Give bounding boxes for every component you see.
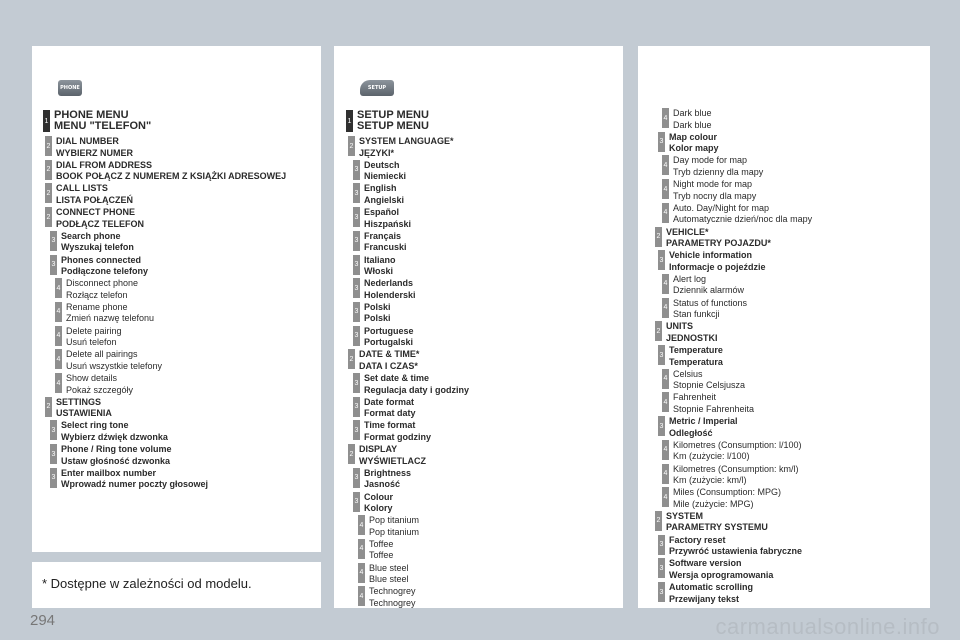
menu-entry [358, 586, 416, 609]
menu-entry-label: Vehicle information [669, 250, 753, 261]
menu-entry [353, 326, 414, 349]
menu-level-badge: 2 [655, 321, 662, 341]
menu-entry-label: Fahrenheit [673, 392, 717, 403]
menu-entry-label: Kilometres (Consumption: l/100) [673, 439, 802, 450]
menu-entry-text [669, 416, 738, 439]
menu-entry-text [364, 397, 416, 420]
menu-entry-translation: Dark blue [673, 119, 712, 130]
menu-entry-label: Date format [364, 396, 415, 407]
menu-entry-translation: Przywróć ustawienia fabryczne [669, 546, 803, 557]
menu-entry-translation: Temperatura [669, 356, 723, 367]
menu-entry-text [673, 274, 744, 297]
menu-entry [662, 369, 745, 392]
menu-entry-label: Español [364, 207, 400, 218]
menu-entry-translation: Toffee [369, 550, 394, 561]
watermark: carmanualsonline.info [715, 614, 940, 639]
menu-entry-text [364, 468, 411, 491]
menu-entry-label: Factory reset [669, 534, 726, 545]
menu-entry [50, 255, 148, 278]
menu-entry [45, 397, 112, 420]
menu-entry-translation: PARAMETRY SYSTEMU [666, 522, 768, 533]
menu-entry [658, 416, 738, 439]
menu-level-badge: 4 [662, 108, 669, 128]
menu-entry-translation: SETUP MENU [357, 120, 429, 132]
menu-entry-label: UNITS [666, 321, 693, 332]
menu-entry-translation: MENU "TELEFON" [54, 120, 152, 132]
menu-level-badge: 4 [55, 373, 62, 393]
menu-entry-text [359, 349, 419, 372]
menu-level-badge: 4 [662, 203, 669, 223]
menu-entry [662, 487, 781, 510]
menu-entry [662, 203, 812, 226]
menu-entry [658, 535, 802, 558]
menu-entry-label: Alert log [673, 273, 707, 284]
menu-entry-text [673, 464, 799, 487]
menu-entry-translation: Francuski [364, 242, 407, 253]
menu-entry [658, 345, 723, 368]
menu-entry-text [364, 302, 391, 325]
menu-entry-text [56, 397, 112, 420]
menu-entry [55, 302, 154, 325]
menu-level-badge: 4 [662, 440, 669, 460]
menu-level-badge: 3 [353, 397, 360, 417]
menu-entry-label: Search phone [61, 230, 121, 241]
menu-entry-text [364, 160, 406, 183]
menu-entry-text [66, 373, 133, 396]
menu-entry-translation: Mile (zużycie: MPG) [673, 498, 754, 509]
menu-entry-text [369, 539, 393, 562]
menu-entry-translation: Informacje o pojeździe [669, 261, 766, 272]
menu-level-badge: 3 [353, 420, 360, 440]
menu-entry-text [66, 326, 122, 349]
menu-entry-translation: Stan funkcji [673, 309, 720, 320]
menu-entry-label: Dark blue [673, 108, 712, 118]
menu-entry [55, 278, 138, 301]
menu-level-badge: 4 [662, 487, 669, 507]
menu-level-badge: 3 [658, 250, 665, 270]
menu-entry-translation: Stopnie Fahrenheita [673, 403, 755, 414]
menu-entry-label: Phones connected [61, 254, 142, 265]
menu-entry-label: Delete pairing [66, 325, 122, 336]
menu-entry [353, 255, 396, 278]
menu-entry-text [364, 255, 396, 278]
menu-entry-label: Enter mailbox number [61, 467, 157, 478]
menu-level-badge: 3 [353, 492, 360, 512]
menu-entry-translation: Pop titanium [369, 526, 420, 537]
menu-entry-translation: Km (zużycie: km/l) [673, 475, 747, 485]
menu-entry-translation: WYBIERZ NUMER [56, 147, 133, 158]
menu-entry-text [666, 511, 768, 534]
menu-level-badge: 3 [50, 444, 57, 464]
menu-level-badge: 3 [50, 255, 57, 275]
menu-entry-text [61, 468, 208, 491]
menu-entry-label: Auto. Day/Night for map [673, 202, 770, 213]
footnote: * Dostępne w zależności od modelu. [42, 576, 252, 591]
menu-level-badge: 3 [353, 302, 360, 322]
menu-entry-text [61, 231, 134, 254]
menu-entry [346, 110, 429, 132]
menu-level-badge: 4 [55, 302, 62, 322]
menu-entry-text [359, 136, 454, 159]
menu-entry-text [669, 558, 773, 581]
menu-entry-label: CONNECT PHONE [56, 207, 136, 218]
menu-level-badge: 4 [358, 515, 365, 535]
menu-entry-text [666, 321, 718, 344]
menu-entry-label: Disconnect phone [66, 278, 139, 289]
menu-entry-translation: USTAWIENIA [56, 408, 112, 419]
menu-entry-translation: Podłączone telefony [61, 266, 149, 276]
menu-entry-translation: DATA I CZAS* [359, 360, 418, 371]
menu-entry-text [61, 420, 168, 443]
menu-level-badge: 3 [353, 278, 360, 298]
menu-entry-translation: BOOK POŁĄCZ Z NUMEREM Z KSIĄŻKI ADRESOWEJ [56, 171, 287, 182]
menu-entry-text [673, 298, 747, 321]
menu-entry [655, 511, 768, 534]
menu-level-badge: 2 [45, 207, 52, 227]
menu-entry-text [673, 179, 756, 202]
menu-entry-label: VEHICLE* [666, 226, 709, 237]
menu-entry-label: Rename phone [66, 301, 128, 312]
menu-entry-translation: WYŚWIETLACZ [359, 455, 426, 466]
menu-level-badge: 4 [358, 586, 365, 606]
menu-entry-text [364, 373, 469, 396]
menu-entry-translation: PODŁĄCZ TELEFON [56, 218, 144, 229]
menu-entry-label: DATE & TIME* [359, 349, 420, 360]
menu-entry [658, 558, 773, 581]
menu-entry-label: Miles (Consumption: MPG) [673, 487, 782, 498]
menu-level-badge: 3 [353, 231, 360, 251]
menu-entry [662, 274, 744, 297]
menu-entry-text [54, 110, 151, 132]
menu-entry-text [673, 487, 781, 510]
menu-entry-translation: Zmień nazwę telefonu [66, 313, 155, 324]
menu-entry-label: Brightness [364, 467, 412, 478]
menu-entry-text [673, 155, 763, 178]
menu-level-badge: 3 [353, 183, 360, 203]
menu-entry [348, 349, 419, 372]
menu-entry-translation: JEDNOSTKI [666, 332, 718, 343]
menu-entry-text [364, 326, 414, 349]
menu-level-badge: 4 [662, 369, 669, 389]
menu-level-badge: 3 [658, 416, 665, 436]
menu-entry-translation: PARAMETRY POJAZDU* [666, 238, 771, 248]
menu-level-badge: 4 [55, 349, 62, 369]
menu-entry-translation: Wersja oprogramowania [669, 569, 774, 580]
menu-level-badge: 4 [662, 464, 669, 484]
menu-level-badge: 1 [346, 110, 353, 132]
menu-level-badge: 3 [353, 468, 360, 488]
menu-entry-text [66, 278, 138, 301]
menu-entry-translation: LISTA POŁĄCZEŃ [56, 194, 133, 205]
menu-entry-translation: Portugalski [364, 337, 414, 348]
menu-entry-translation: Automatycznie dzień/noc dla mapy [673, 214, 813, 225]
menu-entry-translation: Usuń wszystkie telefony [66, 360, 163, 371]
menu-entry [655, 227, 771, 250]
menu-entry-label: Polski [364, 301, 391, 312]
menu-entry-label: Show details [66, 373, 118, 383]
menu-level-badge: 4 [358, 563, 365, 583]
menu-level-badge: 2 [45, 136, 52, 156]
menu-entry-text [364, 492, 393, 515]
menu-entry [353, 207, 411, 230]
menu-entry-text [673, 108, 712, 131]
menu-entry-text [673, 440, 802, 463]
menu-entry-text [669, 582, 753, 605]
menu-level-badge: 3 [50, 468, 57, 488]
menu-entry-text [364, 420, 431, 443]
menu-entry-label: Celsius [673, 368, 703, 379]
menu-level-badge: 3 [658, 535, 665, 555]
menu-entry [50, 444, 172, 467]
menu-entry-label: Kilometres (Consumption: km/l) [673, 463, 799, 474]
menu-entry [358, 539, 393, 562]
menu-entry-label: Français [364, 230, 402, 241]
menu-entry-label: CALL LISTS [56, 183, 108, 194]
menu-entry-text [61, 255, 148, 278]
menu-entry [45, 207, 144, 230]
menu-level-badge: 4 [358, 539, 365, 559]
menu-entry-translation: Technogrey [369, 597, 416, 608]
menu-level-badge: 4 [662, 155, 669, 175]
menu-level-badge: 3 [353, 160, 360, 180]
menu-entry [45, 183, 133, 206]
menu-entry-translation: JĘZYKI* [359, 147, 395, 158]
menu-level-badge: 2 [655, 511, 662, 531]
menu-entry-translation: Regulacja daty i godziny [364, 384, 470, 395]
menu-entry [353, 492, 393, 515]
menu-entry-text [56, 136, 133, 159]
menu-entry-label: Blue steel [369, 562, 409, 573]
menu-entry-translation: Holenderski [364, 289, 416, 300]
menu-entry-translation: Km (zużycie: l/100) [673, 451, 750, 462]
menu-entry-label: SYSTEM LANGUAGE* [359, 136, 454, 146]
menu-level-badge: 2 [655, 227, 662, 247]
menu-entry-translation: Usuń telefon [66, 337, 117, 348]
menu-entry-text [364, 183, 404, 206]
menu-entry-text [359, 444, 426, 467]
menu-entry-translation: Pokaż szczegóły [66, 384, 134, 395]
menu-entry-label: Toffee [369, 538, 394, 549]
menu-entry-translation: Włoski [364, 266, 394, 276]
menu-entry-label: Time format [364, 420, 416, 431]
menu-entry-translation: Wybierz dźwięk dzwonka [61, 431, 168, 442]
menu-level-badge: 3 [353, 326, 360, 346]
menu-entry [655, 321, 718, 344]
menu-entry [662, 108, 712, 131]
menu-entry-text [369, 563, 409, 586]
menu-level-badge: 2 [348, 349, 355, 369]
menu-entry [658, 132, 719, 155]
menu-level-badge: 3 [658, 582, 665, 602]
menu-entry-label: Metric / Imperial [669, 416, 738, 427]
menu-level-badge: 3 [353, 207, 360, 227]
menu-entry-translation: Hiszpański [364, 218, 412, 229]
menu-entry-label: Technogrey [369, 586, 416, 597]
setup-icon: SETUP [360, 80, 394, 96]
menu-entry [50, 468, 208, 491]
page-number: 294 [30, 612, 56, 629]
phone-icon: PHONE [58, 80, 82, 96]
menu-entry [358, 563, 409, 586]
menu-entry [43, 110, 151, 132]
menu-level-badge: 2 [45, 183, 52, 203]
menu-entry [353, 160, 406, 183]
menu-entry [353, 468, 411, 491]
menu-entry-translation: Kolory [364, 503, 393, 513]
menu-level-badge: 3 [658, 345, 665, 365]
menu-entry-label: Pop titanium [369, 515, 420, 526]
menu-level-badge: 2 [348, 136, 355, 156]
menu-entry [662, 155, 763, 178]
menu-entry-translation: Dziennik alarmów [673, 285, 745, 296]
menu-entry-text [364, 278, 416, 301]
menu-entry [358, 515, 419, 538]
menu-entry-text [369, 586, 416, 609]
menu-entry-label: Software version [669, 558, 742, 569]
menu-entry-label: Status of functions [673, 297, 748, 308]
menu-entry-label: Set date & time [364, 373, 430, 383]
menu-level-badge: 3 [353, 255, 360, 275]
menu-entry-translation: Format godziny [364, 431, 431, 442]
menu-entry-text [364, 207, 411, 230]
menu-entry-translation: Format daty [364, 408, 416, 419]
menu-entry-label: Map colour [669, 131, 718, 142]
menu-entry [55, 373, 133, 396]
menu-entry-text [669, 345, 723, 368]
menu-entry-label: SYSTEM [666, 510, 704, 521]
menu-level-badge: 2 [45, 160, 52, 180]
menu-entry-label: Select ring tone [61, 420, 129, 431]
menu-entry [45, 160, 286, 183]
menu-entry-text [364, 231, 407, 254]
menu-entry-label: Deutsch [364, 159, 400, 170]
menu-level-badge: 3 [658, 132, 665, 152]
menu-entry-text [669, 250, 766, 273]
menu-level-badge: 4 [55, 326, 62, 346]
menu-entry-text [56, 160, 286, 183]
menu-entry-text [673, 392, 754, 415]
menu-entry-label: Night mode for map [673, 179, 753, 190]
menu-entry [50, 420, 168, 443]
menu-entry-translation: Przewijany tekst [669, 593, 740, 604]
menu-entry [348, 136, 454, 159]
menu-entry-text [669, 132, 719, 155]
menu-level-badge: 4 [662, 274, 669, 294]
menu-entry-label: Automatic scrolling [669, 582, 754, 592]
menu-entry-label: DISPLAY [359, 444, 398, 455]
menu-entry [353, 420, 431, 443]
menu-entry [55, 326, 122, 349]
menu-entry [658, 582, 753, 605]
menu-entry [353, 231, 407, 254]
menu-entry-text [66, 302, 154, 325]
menu-entry-label: DIAL FROM ADDRESS [56, 159, 153, 170]
menu-entry-label: Day mode for map [673, 155, 748, 166]
menu-entry-text [669, 535, 802, 558]
menu-entry-translation: Stopnie Celsjusza [673, 380, 746, 391]
menu-entry-translation: Wyszukaj telefon [61, 242, 134, 253]
menu-entry-translation: Angielski [364, 194, 405, 205]
menu-entry [662, 464, 799, 487]
menu-entry-label: Colour [364, 491, 393, 502]
menu-entry [45, 136, 133, 159]
menu-entry [662, 179, 756, 202]
menu-entry-translation: Tryb dzienny dla mapy [673, 166, 764, 177]
menu-level-badge: 4 [662, 298, 669, 318]
menu-level-badge: 4 [662, 179, 669, 199]
menu-entry-text [666, 227, 771, 250]
menu-level-badge: 3 [50, 420, 57, 440]
menu-entry-label: Italiano [364, 254, 396, 265]
menu-entry-translation: Rozłącz telefon [66, 289, 128, 300]
menu-level-badge: 1 [43, 110, 50, 132]
menu-entry-translation: Tryb nocny dla mapy [673, 190, 757, 201]
menu-entry [662, 440, 802, 463]
menu-entry-translation: Odległość [669, 427, 713, 438]
menu-entry [353, 373, 469, 396]
menu-entry-label: DIAL NUMBER [56, 136, 119, 146]
menu-entry-text [673, 203, 812, 226]
menu-entry-text [56, 183, 133, 206]
menu-level-badge: 3 [658, 558, 665, 578]
menu-entry-translation: Kolor mapy [669, 143, 719, 154]
menu-entry-translation: Niemiecki [364, 171, 407, 182]
menu-level-badge: 2 [45, 397, 52, 417]
menu-entry [662, 392, 754, 415]
menu-entry-translation: Polski [364, 313, 391, 324]
menu-entry-label: Temperature [669, 345, 723, 355]
menu-entry-label: English [364, 183, 397, 194]
menu-entry-text [369, 515, 419, 538]
menu-entry [353, 183, 404, 206]
menu-entry [353, 302, 391, 325]
menu-entry-text [66, 349, 162, 372]
menu-entry [662, 298, 747, 321]
menu-entry-text [56, 207, 144, 230]
menu-entry-text [673, 369, 745, 392]
menu-entry-text [357, 110, 429, 132]
menu-entry-translation: Jasność [364, 479, 401, 490]
menu-entry-label: PHONE MENU [54, 109, 129, 121]
menu-entry-label: SETTINGS [56, 396, 102, 407]
menu-entry-translation: Ustaw głośność dzwonka [61, 455, 171, 466]
menu-level-badge: 4 [662, 392, 669, 412]
menu-entry-label: SETUP MENU [357, 109, 429, 121]
menu-entry-text [61, 444, 172, 467]
menu-entry [50, 231, 134, 254]
menu-entry-translation: Blue steel [369, 574, 409, 585]
menu-entry-label: Phone / Ring tone volume [61, 444, 172, 455]
menu-entry [55, 349, 162, 372]
menu-entry-label: Portuguese [364, 325, 414, 336]
menu-level-badge: 3 [50, 231, 57, 251]
menu-entry-translation: Wprowadź numer poczty głosowej [61, 479, 209, 490]
menu-entry-label: Nederlands [364, 278, 414, 289]
menu-entry [658, 250, 766, 273]
menu-level-badge: 4 [55, 278, 62, 298]
menu-entry [348, 444, 426, 467]
menu-entry-label: Delete all pairings [66, 349, 138, 360]
menu-entry [353, 397, 416, 420]
menu-level-badge: 2 [348, 444, 355, 464]
menu-level-badge: 3 [353, 373, 360, 393]
menu-entry [353, 278, 416, 301]
